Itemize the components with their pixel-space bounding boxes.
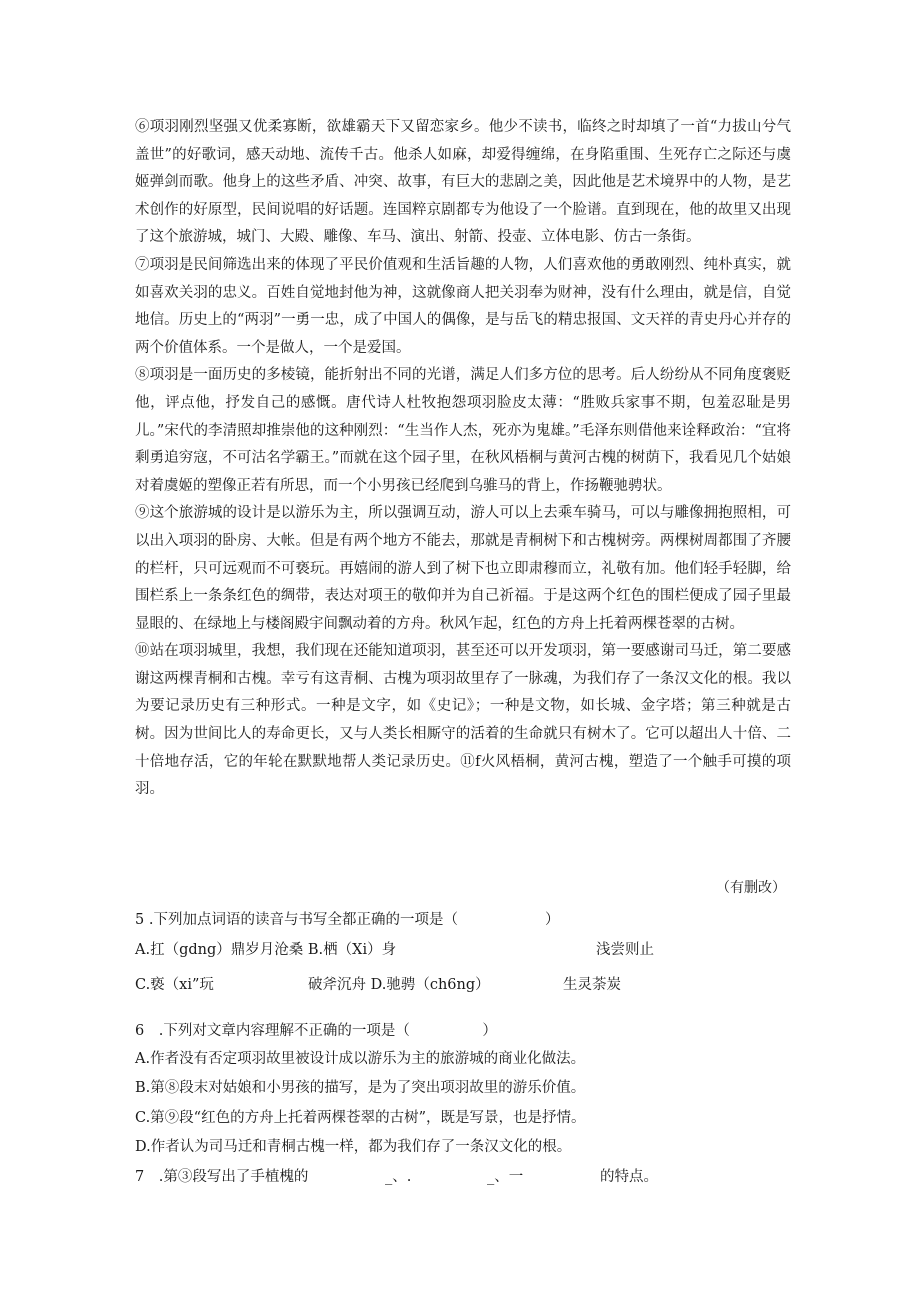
question-5-stem: 5 .下列加点词语的读音与书写全都正确的一项是（ ） [135,912,560,928]
paragraph-10: ⑩站在项羽城里，我想，我们现在还能知道项羽，甚至还可以开发项羽，第一要感谢司马迁，第二要感谢这两棵青桐和古槐。幸亏有这青桐、古槐为项羽故里存了一脉魂，为我们存了一条汉文化的根。我以为要记录历史有三种形式。一种是文字，如《史记》；一种是文物，如长城、金字塔；第三种就是古树。因为世间比人的寿命更长，又与人类长相厮守的活着的生命就只有树木了。它可以超出人十倍、二十倍地存活，它的年轮在默默地帮人类记录历史。⑪f火风梧桐，黄河古槐，塑造了一个触手可摸的项羽。 [135,643,791,798]
question-6-option-a: A.作者没有否定项羽故里被设计成以游乐为主的旅游城的商业化做法。 [135,1051,586,1067]
question-7-tail: 的特点。 [600,1169,658,1185]
question-7-stem: 7 .第③段写出了手植槐的 [135,1169,309,1185]
question-7-blank-1: _、. [385,1169,412,1185]
question-6-option-b: B.第⑧段末对姑娘和小男孩的描写，是为了突出项羽故里的游乐价值。 [135,1080,586,1096]
question-6-option-d: D.作者认为司马迁和青桐古槐一样，都为我们存了一条汉文化的根。 [135,1139,572,1155]
question-7-blank-2: _、一 [487,1169,524,1185]
paragraph-6: ⑥项羽刚烈坚强又优柔寡断，欲雄霸天下又留恋家乡。他少不读书，临终之时却填了一首“力拔山兮气盖世”的好歌词，感天动地、流传千古。他杀人如麻，却爱得缠绵，在身陷重围、生死存亡之际还与虞姬弹剑而歌。他身上的这些矛盾、冲突、故事，有巨大的悲剧之美，因此他是艺术境界中的人物，是艺术创作的好原型，民间说唱的好话题。连国粹京剧都专为他设了一个脸谱。直到现在，他的故里又出现了这个旅游城，城门、大殿、雕像、车马、演出、射箭、投壶、立体电影、仿古一条街。 [135,119,791,246]
question-5-option-c: C.亵（xi”玩 [135,977,214,993]
question-5-option-a: A.扛（gdng）鼎岁月沧桑 B.栖（Xi）身 [135,942,397,958]
question-5-option-c-word-d: 破斧沉舟 D.驰骋（ch6ng） [308,977,490,993]
question-5-option-b-word: 浅尝则止 [596,942,654,958]
paragraph-9: ⑨这个旅游城的设计是以游乐为主，所以强调互动，游人可以上去乘车骑马，可以与雕像拥抱照相，可以出入项羽的卧房、大帐。但是有两个地方不能去，那就是青桐树下和古槐树旁。两棵树周都围了齐腰的栏杆，只可远观而不可亵玩。再嬉闹的游人到了树下也立即肃穆而立，礼敬有加。他们轻手轻脚，给围栏系上一条条红色的绸带，表达对项王的敬仰并为自己祈福。于是这两个红色的围栏便成了园子里最显眼的、在绿地上与楼阁殿宇间飘动着的方舟。秋风乍起，红色的方舟上托着两棵苍翠的古树。 [135,505,791,632]
source-credit: （有删改） [716,880,786,896]
paragraph-8: ⑧项羽是一面历史的多棱镜，能折射出不同的光谱，满足人们多方位的思考。后人纷纷从不同角度褒贬他，评点他，抒发自己的感慨。唐代诗人杜牧抱怨项羽脸皮太薄：“胜败兵家事不期，包羞忍耻是男儿。”宋代的李清照却推崇他的这种刚烈：“生当作人杰，死亦为鬼雄。”毛泽东则借他来诠释政治：“宜将剩勇追穷寇，不可沽名学霸王。”而就在这个园子里，在秋风梧桐与黄河古槐的树荫下，我看见几个姑娘对着虞姬的塑像正若有所思，而一个小男孩已经爬到乌骓马的背上，作扬鞭驰骋状。 [135,367,791,494]
question-6-option-c: C.第⑨段“红色的方舟上托着两棵苍翠的古树”，既是写景，也是抒情。 [135,1110,586,1126]
article-body [135,114,791,804]
question-6-stem: 6 .下列对文章内容理解不正确的一项是（ ） [135,1023,497,1039]
paragraph-7: ⑦项羽是民间筛选出来的体现了平民价值观和生活旨趣的人物，人们喜欢他的勇敢刚烈、纯朴真实，就如喜欢关羽的忠义。百姓自觉地封他为神，这就像商人把关羽奉为财神，没有什么理由，就是信，自觉地信。历史上的“两羽”一勇一忠，成了中国人的偶像，是与岳飞的精忠报国、文天祥的青史丹心并存的两个价值体系。一个是做人，一个是爱国。 [135,256,791,356]
question-5-option-d-word: 生灵荼炭 [563,977,621,993]
